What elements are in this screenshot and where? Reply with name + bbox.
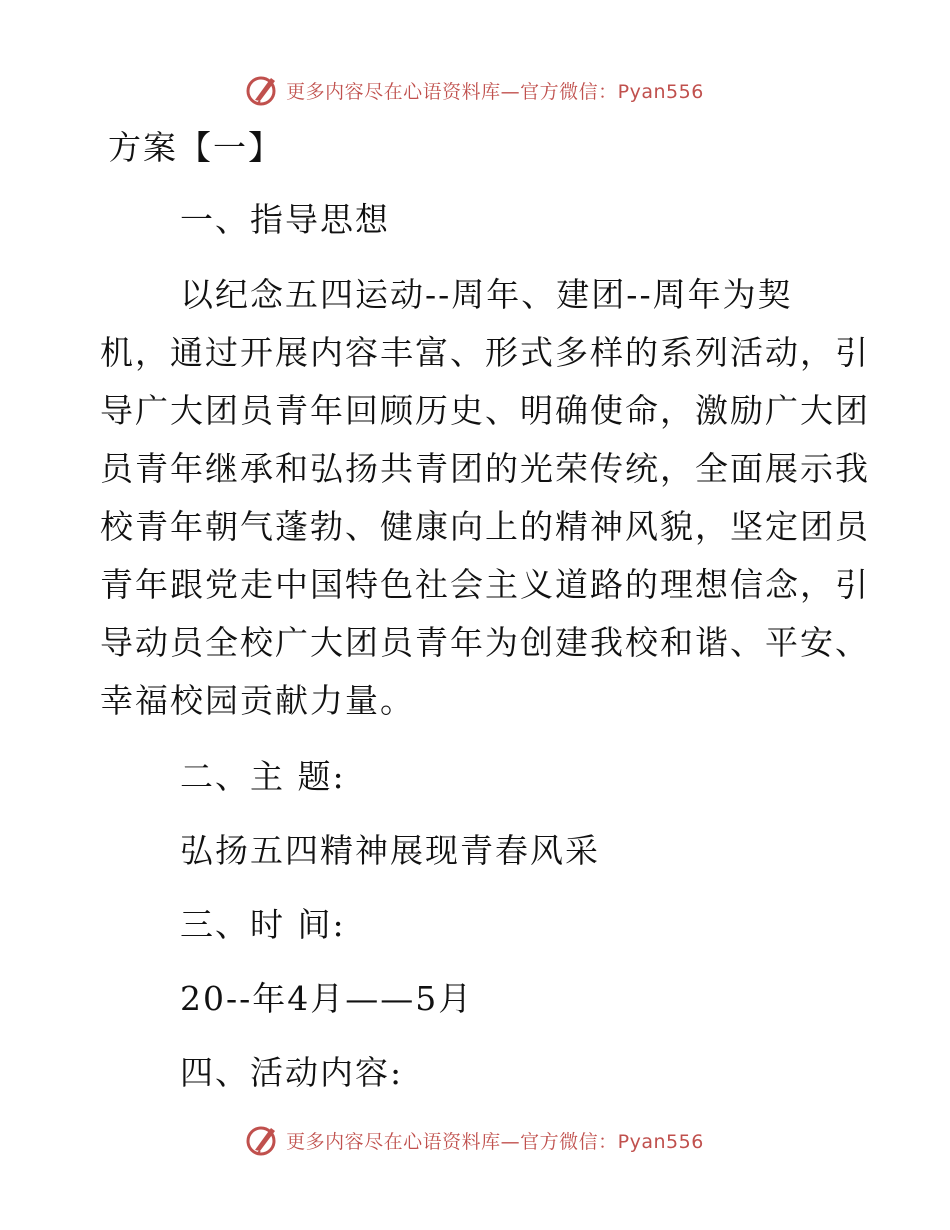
quill-pen-circle-icon	[246, 73, 280, 107]
watermark-text: 更多内容尽在心语资料库—官方微信：Pyan556	[286, 1130, 704, 1153]
section3-content: 20--年4月——5月	[180, 979, 474, 1018]
paragraph-line: 校青年朝气蓬勃、健康向上的精神风貌，坚定团员	[100, 507, 870, 546]
paragraph-line: 青年跟党走中国特色社会主义道路的理想信念，引	[100, 565, 870, 604]
watermark-footer	[0, 1120, 950, 1160]
paragraph-line: 导广大团员青年回顾历史、明确使命，激励广大团	[100, 391, 870, 430]
section4-heading: 四、活动内容:	[180, 1053, 404, 1092]
page-title: 方案【一】	[108, 128, 283, 167]
paragraph-line: 以纪念五四运动--周年、建团--周年为契	[180, 275, 793, 314]
watermark-text: 更多内容尽在心语资料库—官方微信：Pyan556	[286, 80, 704, 103]
section3-heading: 三、时 间:	[180, 905, 346, 944]
paragraph-line: 员青年继承和弘扬共青团的光荣传统，全面展示我	[100, 449, 870, 488]
section2-content: 弘扬五四精神展现青春风采	[180, 831, 600, 870]
watermark-header	[0, 70, 950, 110]
section1-heading: 一、指导思想	[180, 200, 390, 239]
paragraph-line: 机，通过开展内容丰富、形式多样的系列活动，引	[100, 333, 870, 372]
section2-heading: 二、主 题:	[180, 757, 346, 796]
quill-pen-circle-icon	[246, 1123, 280, 1157]
paragraph-line: 导动员全校广大团员青年为创建我校和谐、平安、	[100, 623, 870, 662]
paragraph-line: 幸福校园贡献力量。	[100, 681, 415, 720]
